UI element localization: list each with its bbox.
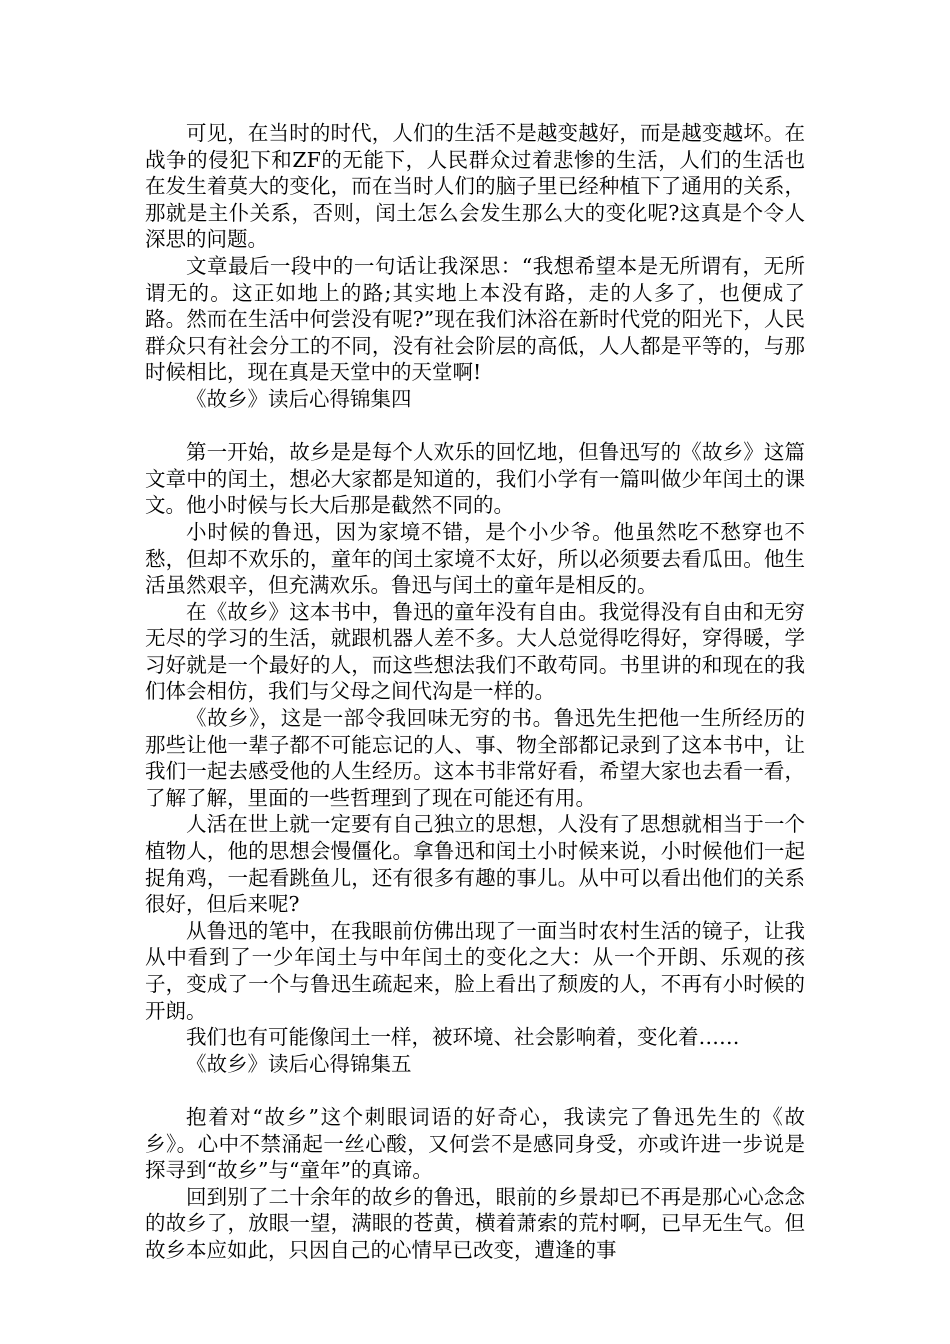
section-heading: 《故乡》读后心得锦集五: [186, 1051, 412, 1076]
paragraph: 第一开始，故乡是是每个人欢乐的回忆地，但鲁迅写的《故乡》这篇文章中的闰土，想必大家都是知道的，我们小学有一篇叫做少年闰土的课文。他小时候与长大后那是截然不同的。: [145, 440, 805, 518]
paragraph: 从鲁迅的笔中，在我眼前仿佛出现了一面当时农村生活的镜子，让我从中看到了一少年闰土与中年闰土的变化之大：从一个开朗、乐观的孩子，变成了一个与鲁迅生疏起来，脸上看出了颓废的人，不再有小时候的开朗。: [145, 918, 805, 1023]
document-page: [145, 120, 805, 1264]
paragraph: 我们也有可能像闰土一样，被环境、社会影响着，变化着……: [186, 1025, 740, 1050]
paragraph: 抱着对“故乡”这个刺眼词语的好奇心，我读完了鲁迅先生的《故乡》。心中不禁涌起一丝心酸，又何尝不是感同身受，亦或许进一步说是探寻到“故乡”与“童年”的真谛。: [145, 1104, 805, 1183]
blank-line: [145, 1077, 805, 1104]
paragraph: 文章最后一段中的一句话让我深思：“我想希望本是无所谓有，无所谓无的。这正如地上的路;其实地上本没有路，走的人多了，也便成了路。然而在生活中何尝没有呢?”现在我们沐浴在新时代党的阳光下，人民群众只有社会分工的不同，没有社会阶层的高低，人人都是平等的，与那时候相比，现在真是天堂中的天堂啊!: [145, 253, 805, 385]
paragraph: 《故乡》，这是一部令我回味无穷的书。鲁迅先生把他一生所经历的那些让他一辈子都不可能忘记的人、事、物全部都记录到了这本书中，让我们一起去感受他的人生经历。这本书非常好看，希望大家也去看一看，了解了解，里面的一些哲理到了现在可能还有用。: [145, 706, 805, 810]
blank-line: [145, 413, 805, 440]
paragraph: 可见，在当时的时代，人们的生活不是越变越好，而是越变越坏。在战争的侵犯下和ZF的无能下，人民群众过着悲惨的生活，人们的生活也在发生着莫大的变化，而在当时人们的脑子里已经种植下了通用的关系，那就是主仆关系，否则，闰土怎么会发生那么大的变化呢?这真是个令人深思的问题。: [145, 121, 805, 252]
paragraph: 回到别了二十余年的故乡的鲁迅，眼前的乡景却已不再是那心心念念的故乡了，放眼一望，满眼的苍黄，横着萧索的荒村啊，已早无生气。但故乡本应如此，只因自己的心情早已改变，遭逢的事: [145, 1184, 805, 1262]
paragraph: 小时候的鲁迅，因为家境不错，是个小少爷。他虽然吃不愁穿也不愁，但却不欢乐的，童年的闰土家境不太好，所以必须要去看瓜田。他生活虽然艰辛，但充满欢乐。鲁迅与闰土的童年是相反的。: [145, 519, 805, 598]
section-heading: 《故乡》读后心得锦集四: [186, 386, 412, 411]
paragraph: 人活在世上就一定要有自己独立的思想，人没有了思想就相当于一个植物人，他的思想会慢僵化。拿鲁迅和闰土小时候来说，小时候他们一起捉角鸡，一起看跳鱼儿，还有很多有趣的事儿。从中可以看出他们的关系很好，但后来呢?: [145, 812, 805, 917]
paragraph: 在《故乡》这本书中，鲁迅的童年没有自由。我觉得没有自由和无穷无尽的学习的生活，就跟机器人差不多。大人总觉得吃得好，穿得暖，学习好就是一个最好的人，而这些想法我们不敢苟同。书里讲的和现在的我们体会相仿，我们与父母之间代沟是一样的。: [145, 599, 805, 704]
